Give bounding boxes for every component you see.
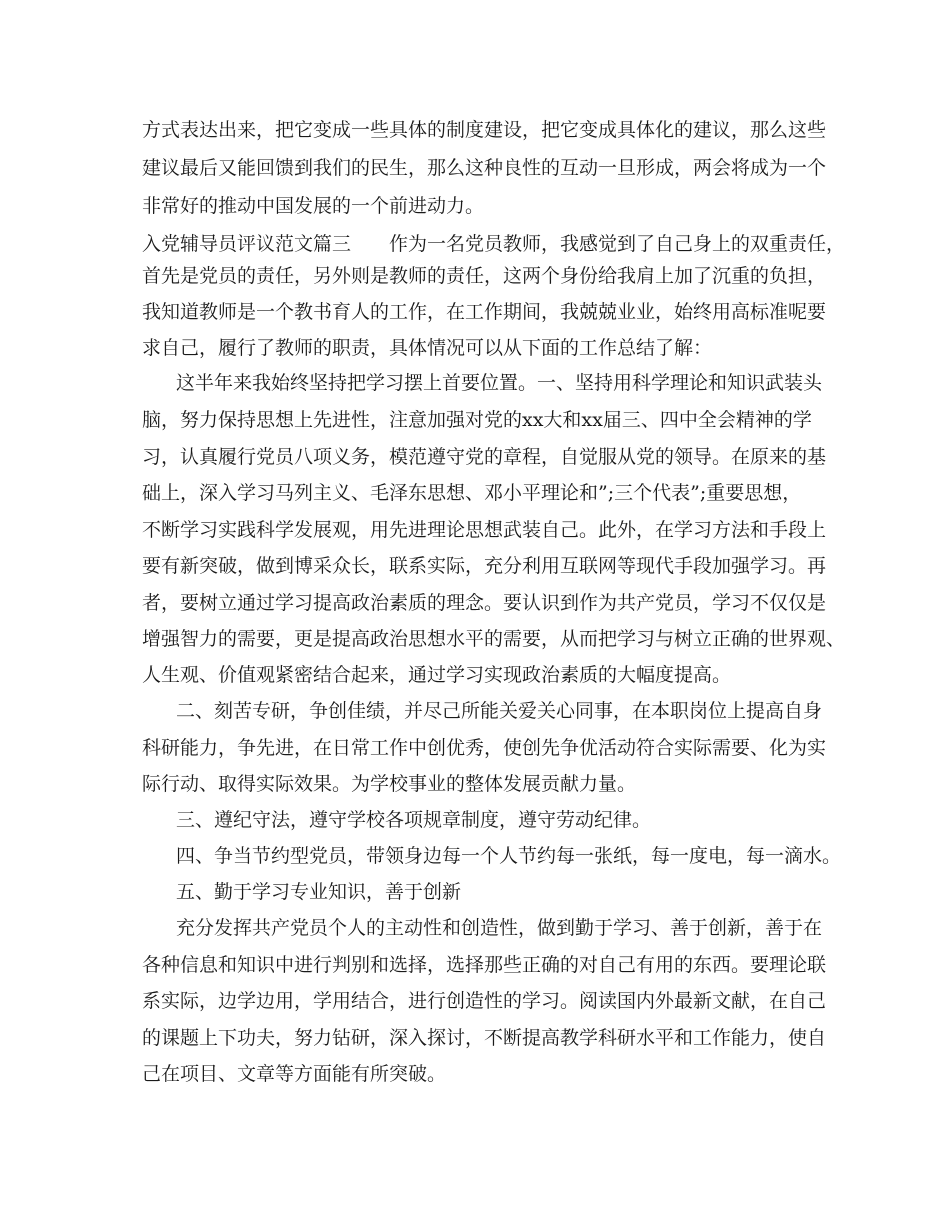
text-line: 不断学习实践科学发展观，用先进理论思想武装自己。此外，在学习方法和手段上 bbox=[142, 519, 827, 541]
text-line: 际行动、取得实际效果。为学校事业的整体发展贡献力量。 bbox=[142, 773, 637, 795]
text-line: 者，要树立通过学习提高政治素质的理念。要认识到作为共产党员，学习不仅仅是 bbox=[142, 592, 827, 614]
text-line: 方式表达出来，把它变成一些具体的制度建设，把它变成具体化的建议，那么这些 bbox=[142, 119, 827, 141]
text-line: 首先是党员的责任，另外则是教师的责任，这两个身份给我肩上加了沉重的负担， bbox=[142, 265, 827, 287]
text-line: 建议最后又能回馈到我们的民生，那么这种良性的互动一旦形成，两会将成为一个 bbox=[142, 157, 827, 179]
text-line: 人生观、价值观紧密结合起来，通过学习实现政治素质的大幅度提高。 bbox=[142, 664, 732, 686]
paragraph-start-line: 这半年来我始终坚持把学习摆上首要位置。一、坚持用科学理论和知识武装头 bbox=[176, 372, 823, 394]
text-line: 习，认真履行党员八项义务，模范遵守党的章程，自觉服从党的领导。在原来的基 bbox=[142, 446, 827, 468]
text-line: 系实际，边学边用，学用结合，进行创造性的学习。阅读国内外最新文献，在自己 bbox=[142, 990, 827, 1012]
text-line: 入党辅导员评议范文篇三 作为一名党员教师，我感觉到了自己身上的双重责任， bbox=[142, 233, 846, 255]
text-line: 我知道教师是一个教书育人的工作，在工作期间，我兢兢业业，始终用高标准呢要 bbox=[142, 301, 827, 323]
text-line: 础上，深入学习马列主义、毛泽东思想、邓小平理论和”;三个代表”;重要思想， bbox=[142, 482, 802, 504]
text-line: 增强智力的需要，更是提高政治思想水平的需要，从而把学习与树立正确的世界观、 bbox=[142, 628, 846, 650]
text-line: 己在项目、文章等方面能有所突破。 bbox=[142, 1063, 447, 1085]
text-line: 科研能力，争先进，在日常工作中创优秀，使创先争优活动符合实际需要、化为实 bbox=[142, 737, 827, 759]
paragraph-start-line: 五、勤于学习专业知识，善于创新 bbox=[176, 881, 462, 903]
text-line: 脑，努力保持思想上先进性，注意加强对党的xx大和xx届三、四中全会精神的学 bbox=[142, 409, 812, 431]
text-line: 的课题上下功夫，努力钻研，深入探讨，不断提高教学科研水平和工作能力，使自 bbox=[142, 1027, 827, 1049]
text-line: 非常好的推动中国发展的一个前进动力。 bbox=[142, 195, 485, 217]
paragraph-start-line: 三、遵纪守法，遵守学校各项规章制度，遵守劳动纪律。 bbox=[176, 809, 652, 831]
text-line: 要有新突破，做到博采众长，联系实际，充分利用互联网等现代手段加强学习。再 bbox=[142, 555, 827, 577]
paragraph-start-line: 充分发挥共产党员个人的主动性和创造性，做到勤于学习、善于创新，善于在 bbox=[176, 917, 823, 939]
text-line: 求自己，履行了教师的职责，具体情况可以从下面的工作总结了解： bbox=[142, 337, 713, 359]
paragraph-start-line: 四、争当节约型党员，带领身边每一个人节约每一张纸，每一度电，每一滴水。 bbox=[176, 845, 842, 867]
paragraph-start-line: 二、刻苦专研，争创佳绩，并尽己所能关爱关心同事，在本职岗位上提高自身 bbox=[176, 700, 823, 722]
text-line: 各种信息和知识中进行判别和选择，选择那些正确的对自己有用的东西。要理论联 bbox=[142, 954, 827, 976]
